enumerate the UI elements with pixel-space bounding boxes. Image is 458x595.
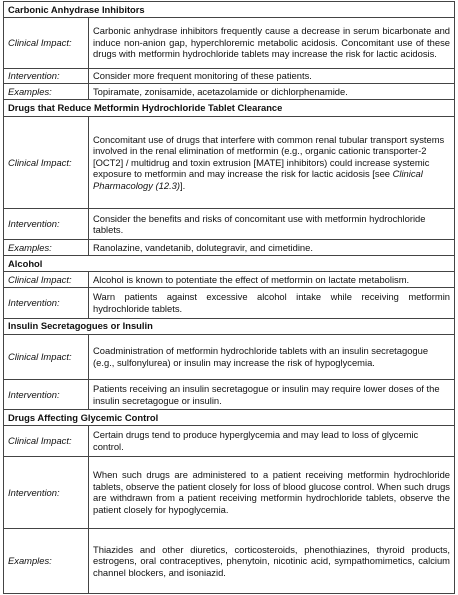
row-label: Examples: [4, 84, 89, 100]
row-text [89, 116, 455, 209]
row-label: Intervention: [4, 380, 89, 410]
row-label: Clinical Impact: [4, 272, 89, 288]
row-text: Consider the benefits and risks of concomitant use with metformin hydrochloride tablets. [89, 209, 455, 239]
row-label: Intervention: [4, 288, 89, 318]
row-text: Ranolazine, vandetanib, dolutegravir, and cimetidine. [89, 239, 455, 255]
cross-reference-link[interactable]: Clinical Pharmacology (12.3) [93, 168, 423, 191]
row-label: Examples: [4, 529, 89, 594]
row-label: Clinical Impact: [4, 426, 89, 456]
row-text: When such drugs are administered to a patient receiving metformin hydrochloride tablets, observe the patient closely for loss of blood glucose control. When such drugs are withdrawn from a patient receiving metformin hydrochloride tablets, observe the patient closely for hypoglycemia. [89, 456, 455, 528]
row-label: Clinical Impact: [4, 116, 89, 209]
row-text: Thiazides and other diuretics, corticosteroids, phenothiazines, thyroid products, estrogens, oral contraceptives, phenytoin, nicotinic acid, sympathomimetics, calcium channel blockers, and isoniazid. [89, 529, 455, 594]
section-title: Drugs Affecting Glycemic Control [4, 410, 455, 426]
row-text-part: Concomitant use of drugs that interfere with common renal tubular transport systems involved in the renal elimination of metformin (e.g., organic cationic transporter-2 [OCT2] / multidrug and toxin extrusion [MATE] inhibitors) could increase systemic exposure to metformin and may increase the risk for lactic acidosis [see [93, 133, 445, 180]
row-label: Clinical Impact: [4, 17, 89, 68]
section-title: Alcohol [4, 255, 455, 271]
row-text: Coadministration of metformin hydrochloride tablets with an insulin secretagogue (e.g., sulfonylurea) or insulin may increase the risk of hypoglycemia. [89, 334, 455, 379]
row-text: Patients receiving an insulin secretagogue or insulin may require lower doses of the insulin secretagogue or insulin. [89, 380, 455, 410]
row-label: Clinical Impact: [4, 334, 89, 379]
row-text: Alcohol is known to potentiate the effect of metformin on lactate metabolism. [89, 272, 455, 288]
row-label: Intervention: [4, 209, 89, 239]
row-label: Intervention: [4, 456, 89, 528]
drug-interactions-table [3, 1, 455, 594]
row-text: Carbonic anhydrase inhibitors frequently cause a decrease in serum bicarbonate and induce non-anion gap, hyperchloremic metabolic acidosis. Concomitant use of these drugs with metformin hydrochloride tablets may increase the risk for lactic acidosis. [89, 17, 455, 68]
section-title: Insulin Secretagogues or Insulin [4, 318, 455, 334]
row-text: Certain drugs tend to produce hyperglycemia and may lead to loss of glycemic control. [89, 426, 455, 456]
row-text: Warn patients against excessive alcohol intake while receiving metformin hydrochloride tablets. [89, 288, 455, 318]
row-label: Intervention: [4, 68, 89, 84]
section-title: Carbonic Anhydrase Inhibitors [4, 2, 455, 18]
row-text: Consider more frequent monitoring of these patients. [89, 68, 455, 84]
row-text-part: ]. [180, 179, 186, 191]
row-label: Examples: [4, 239, 89, 255]
row-text: Topiramate, zonisamide, acetazolamide or dichlorphenamide. [89, 84, 455, 100]
section-title: Drugs that Reduce Metformin Hydrochloride Tablet Clearance [4, 100, 455, 116]
